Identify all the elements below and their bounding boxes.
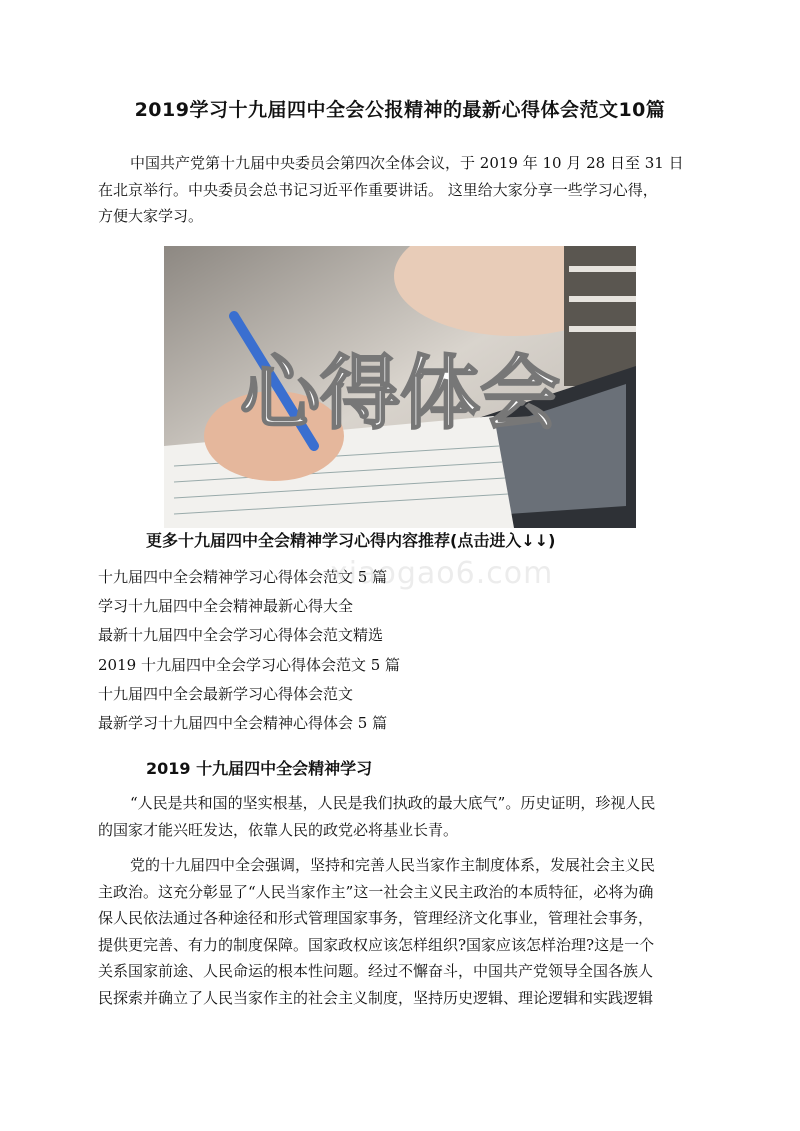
recommend-link[interactable]: 学习十九届四中全会精神最新心得大全 [98,597,354,616]
intro-line: 在北京举行。中央委员会总书记习近平作重要讲话。 这里给大家分享一些学习心得， [98,180,658,199]
body-line: 主政治。这充分彰显了“人民当家作主”这一社会主义民主政治的本质特征，必将为确 [98,882,654,901]
body-line: 党的十九届四中全会强调，坚持和完善人民当家作主制度体系，发展社会主义民 [130,856,656,874]
hero-caption: 心得体会 [240,347,560,440]
body-paragraph-2 [98,852,702,1011]
hero-illustration [164,246,636,528]
section-heading: 2019 十九届四中全会精神学习 [146,759,373,778]
watermark: xiaogao6.com [330,556,554,591]
body-line: 提供更完善、有力的制度保障。国家政权应该怎样组织?国家应该怎样治理?这是一个 [98,935,655,954]
recommend-links [98,565,400,740]
intro-line: 中国共产党第十九届中央委员会第四次全体会议，于 2019 年 10 月 28 日至 31 日 [130,154,684,172]
intro-paragraph [98,150,702,230]
body-line: 关系国家前途、人民命运的根本性问题。经过不懈奋斗，中国共产党领导全国各族人 [98,962,654,980]
recommend-link[interactable]: 最新学习十九届四中全会精神心得体会 5 篇 [98,713,388,732]
recommend-link[interactable]: 2019 十九届四中全会学习心得体会范文 5 篇 [98,655,401,674]
body-line: 民探索并确立了人民当家作主的社会主义制度，坚持历史逻辑、理论逻辑和实践逻辑 [98,988,654,1007]
body-paragraph-1 [98,790,702,843]
document-title: 2019学习十九届四中全会公报精神的最新心得体会范文10篇 [134,99,666,121]
hero-image [164,246,636,528]
body-line: “人民是共和国的坚实根基，人民是我们执政的最大底气”。历史证明，珍视人民 [130,794,656,812]
recommend-link[interactable]: 十九届四中全会最新学习心得体会范文 [98,684,354,703]
recommend-link[interactable]: 最新十九届四中全会学习心得体会范文精选 [98,626,384,645]
recommend-link[interactable]: 十九届四中全会精神学习心得体会范文 5 篇 [98,568,388,586]
body-line: 的国家才能兴旺发达，依靠人民的政党必将基业长青。 [98,820,459,839]
body-line: 保人民依法通过各种途径和形式管理国家事务，管理经济文化事业，管理社会事务， [98,909,654,927]
intro-line: 方便大家学习。 [98,207,204,225]
recommend-heading: 更多十九届四中全会精神学习心得内容推荐(点击进入↓↓) [146,531,556,550]
